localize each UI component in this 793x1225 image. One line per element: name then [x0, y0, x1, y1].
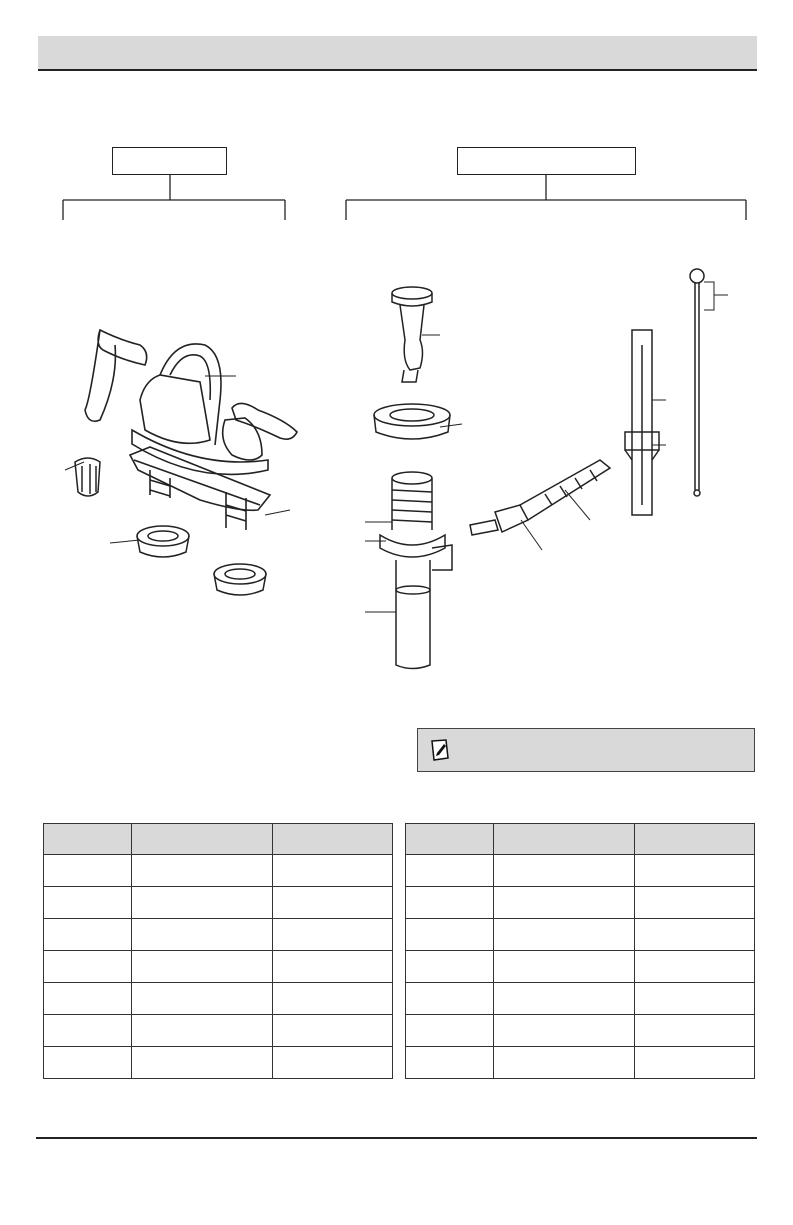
table-row	[406, 1047, 755, 1079]
table-cell	[131, 951, 273, 983]
bracket-left	[63, 174, 285, 220]
table-cell	[635, 1047, 755, 1079]
table-cell	[493, 951, 635, 983]
table-cell	[493, 919, 635, 951]
table-row	[406, 951, 755, 983]
table-row	[44, 887, 393, 919]
table-cell	[406, 983, 494, 1015]
table-cell	[273, 1047, 393, 1079]
table-cell	[131, 983, 273, 1015]
table-cell	[44, 887, 132, 919]
table-cell	[493, 855, 635, 887]
table-cell	[635, 983, 755, 1015]
table-cell	[131, 1047, 273, 1079]
column-header-quantity	[635, 824, 755, 855]
table-cell	[406, 951, 494, 983]
column-header-description	[493, 824, 635, 855]
table-cell	[273, 887, 393, 919]
table-cell	[131, 855, 273, 887]
column-header-quantity	[273, 824, 393, 855]
note-box	[417, 728, 755, 772]
table-cell	[493, 887, 635, 919]
faucet-drawing	[85, 330, 297, 530]
table-row	[44, 983, 393, 1015]
table-cell	[493, 1047, 635, 1079]
bracket-right	[346, 174, 746, 220]
drain-body-drawing	[380, 472, 452, 669]
table-row	[406, 887, 755, 919]
table-cell	[635, 919, 755, 951]
table-cell	[273, 919, 393, 951]
table-cell	[406, 1015, 494, 1047]
table-cell	[44, 1015, 132, 1047]
table-row	[44, 1047, 393, 1079]
flange-drawing	[374, 404, 450, 439]
table-row	[406, 919, 755, 951]
table-cell	[273, 1015, 393, 1047]
table-cell	[273, 855, 393, 887]
column-header-part	[44, 824, 132, 855]
table-cell	[44, 983, 132, 1015]
table-cell	[406, 855, 494, 887]
table-row	[44, 1015, 393, 1047]
table-cell	[406, 1047, 494, 1079]
table-cell	[44, 855, 132, 887]
pivot-rod-drawing	[470, 460, 610, 535]
column-header-description	[131, 824, 273, 855]
table-cell	[635, 1015, 755, 1047]
table-row	[406, 855, 755, 887]
table-row	[406, 1015, 755, 1047]
table-cell	[273, 951, 393, 983]
table-cell	[44, 919, 132, 951]
table-cell	[635, 951, 755, 983]
table-cell	[131, 919, 273, 951]
note-pencil-icon	[430, 738, 452, 762]
table-cell	[273, 983, 393, 1015]
table-cell	[493, 983, 635, 1015]
table-cell	[406, 887, 494, 919]
parts-table-right	[405, 823, 755, 1079]
clip-strap-drawing	[625, 330, 659, 515]
table-cell	[493, 1015, 635, 1047]
table-row	[44, 855, 393, 887]
table-row	[406, 983, 755, 1015]
column-header-part	[406, 824, 494, 855]
mounting-nut-2	[214, 564, 266, 595]
table-cell	[635, 855, 755, 887]
footer-rule	[36, 1137, 757, 1139]
table-cell	[635, 887, 755, 919]
table-cell	[406, 919, 494, 951]
table-header-row	[44, 824, 393, 855]
table-header-row	[406, 824, 755, 855]
table-cell	[131, 887, 273, 919]
table-cell	[44, 1047, 132, 1079]
table-cell	[44, 951, 132, 983]
lift-rod-drawing	[690, 269, 704, 496]
mounting-nut-1	[137, 526, 189, 557]
table-cell	[131, 1015, 273, 1047]
table-row	[44, 919, 393, 951]
table-row	[44, 951, 393, 983]
parts-table-left	[43, 823, 393, 1079]
